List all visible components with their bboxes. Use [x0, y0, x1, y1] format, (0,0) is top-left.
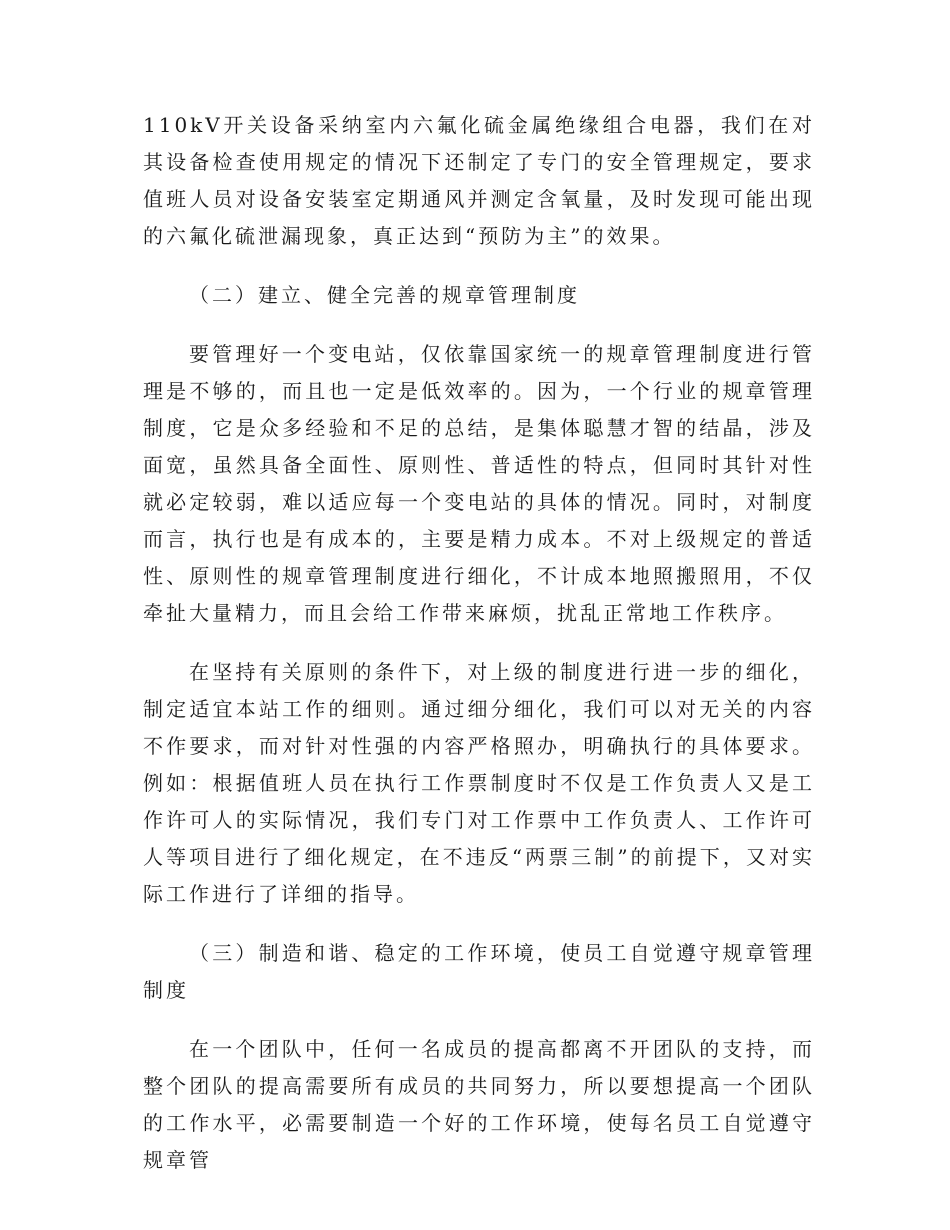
section-heading-3: （三）制造和谐、稳定的工作环境，使员工自觉遵守规章管理制度	[143, 941, 815, 1002]
paragraph-team-environment: 在一个团队中，任何一名成员的提高都离不开团队的支持，而整个团队的提高需要所有成员的共同努力，所以要想提高一个团队的工作水平，必需要制造一个好的工作环境，使每名员工自觉遵守规章管	[143, 1037, 815, 1172]
paragraph-sf6-safety: 110kV开关设备采纳室内六氟化硫金属绝缘组合电器，我们在对其设备检查使用规定的情况下还制定了专门的安全管理规定，要求值班人员对设备安装室定期通风并测定含氧量，及时发现可能出现的六氟化硫泄漏现象，真正达到“预防为主”的效果。	[143, 113, 815, 248]
paragraph-rules-refinement: 要管理好一个变电站，仅依靠国家统一的规章管理制度进行管理是不够的，而且也一定是低效率的。因为，一个行业的规章管理制度，它是众多经验和不足的总结，是集体聪慧才智的结晶，涉及面宽，虽然具备全面性、原则性、普适性的特点，但同时其针对性就必定较弱，难以适应每一个变电站的具体的情况。同时，对制度而言，执行也是有成本的，主要是精力成本。不对上级规定的普适性、原则性的规章管理制度进行细化，不计成本地照搬照用，不仅牵扯大量精力，而且会给工作带来麻烦，扰乱正常地工作秩序。	[143, 342, 815, 625]
document-body	[143, 107, 815, 1201]
section-heading-2: （二）建立、健全完善的规章管理制度	[189, 283, 580, 307]
paragraph-detailed-rules: 在坚持有关原则的条件下，对上级的制度进行进一步的细化，制定适宜本站工作的细则。通过细分细化，我们可以对无关的内容不作要求，而对针对性强的内容严格照办，明确执行的具体要求。例如：根据值班人员在执行工作票制度时不仅是工作负责人又是工作许可人的实际情况，我们专门对工作票中工作负责人、工作许可人等项目进行了细化规定，在不违反“两票三制”的前提下，又对实际工作进行了详细的指导。	[143, 660, 815, 906]
